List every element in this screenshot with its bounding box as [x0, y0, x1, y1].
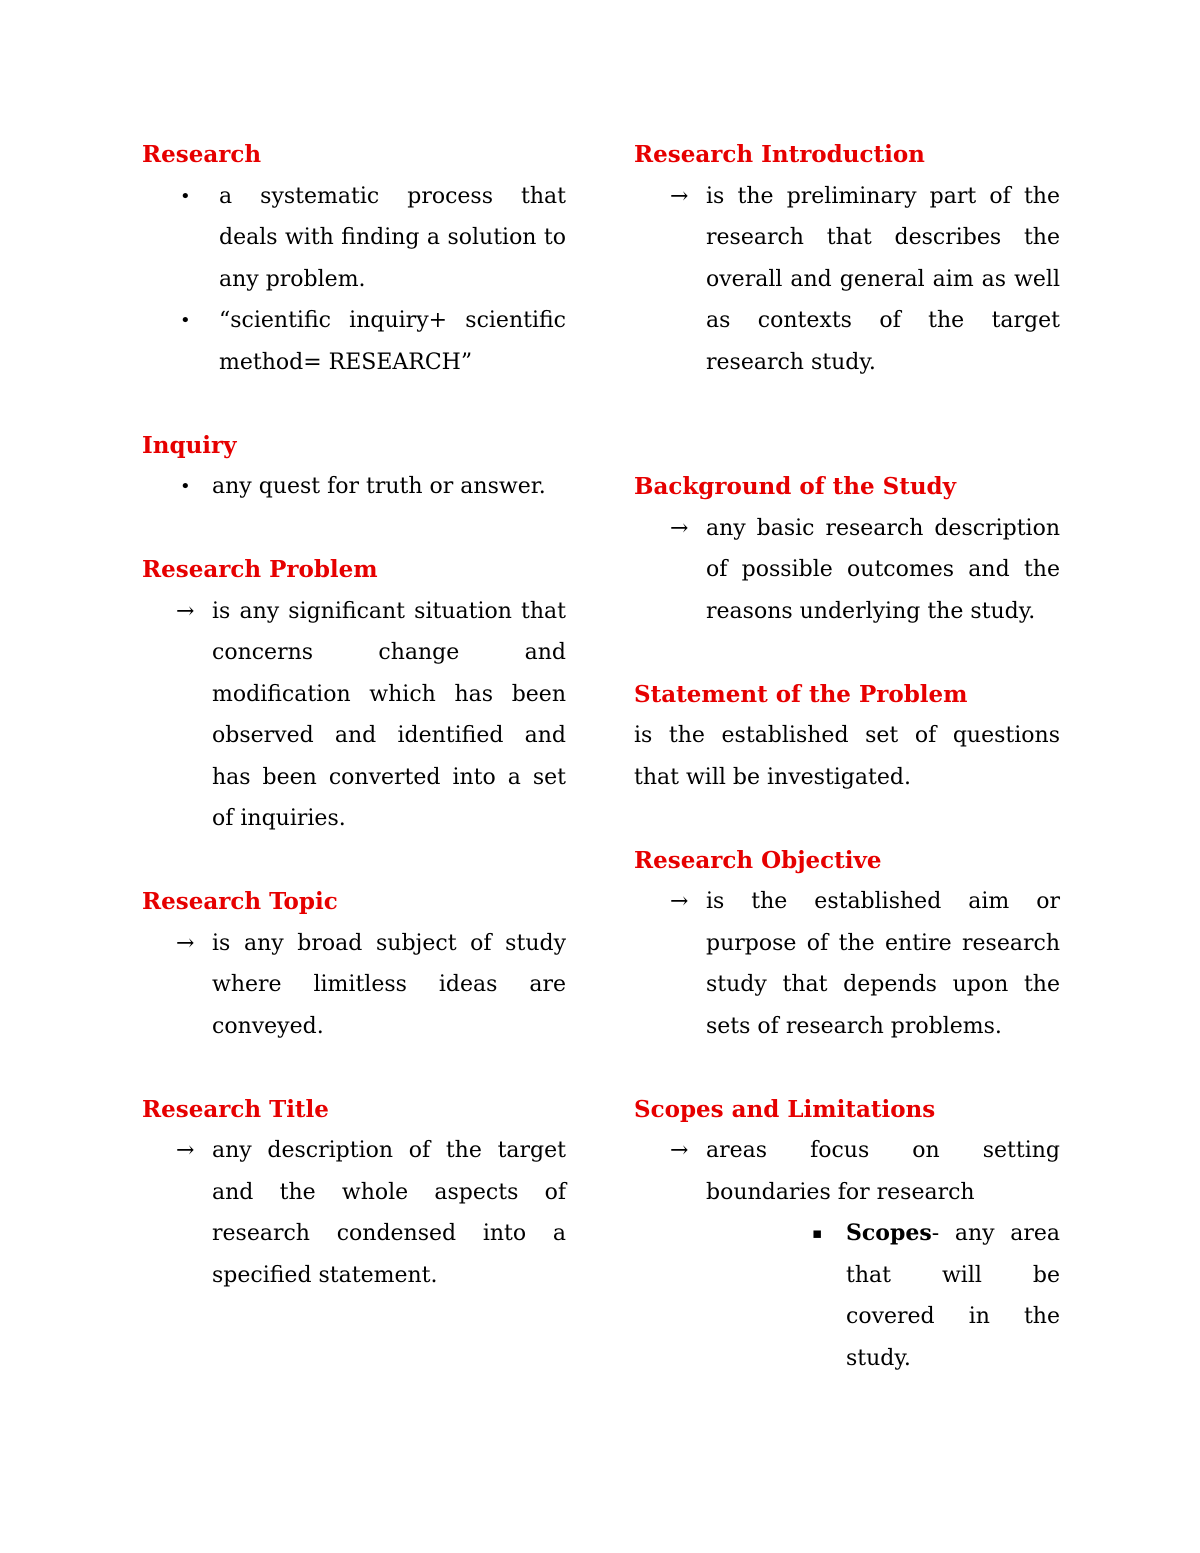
section-heading: Research Title — [142, 1095, 329, 1123]
arrow-item — [142, 923, 566, 1048]
arrow-icon: → — [670, 183, 689, 209]
section-heading: Research Objective — [634, 846, 882, 874]
bullet-item — [142, 300, 566, 383]
section-heading: Scopes and Limitations — [634, 1095, 936, 1123]
section-heading: Background of the Study — [634, 473, 956, 500]
arrow-item — [634, 176, 1060, 384]
definition-text: areas focus on setting boundaries for research — [706, 1138, 1060, 1205]
arrow-item — [142, 591, 566, 840]
definition-text: any description of the target and the whole aspects of research condensed into a specified statement. — [212, 1138, 566, 1288]
arrow-item — [634, 1130, 1060, 1213]
bullet-text: “scientific inquiry+ scientific method= RESEARCH” — [219, 308, 566, 375]
section-heading: Research Topic — [142, 888, 338, 915]
sub-term: Scopes — [846, 1220, 932, 1246]
definition-text: is the established aim or purpose of the entire research study that depends upon the sets of research problems. — [706, 889, 1060, 1039]
bullet-icon: • — [180, 185, 191, 207]
section-research-topic — [142, 881, 566, 1047]
section-heading: Statement of the Problem — [634, 680, 968, 708]
section-research-title — [142, 1089, 566, 1297]
bullet-item — [142, 466, 566, 508]
section-research-problem — [142, 549, 566, 840]
section-heading: Inquiry — [142, 431, 237, 459]
arrow-item — [634, 881, 1060, 1047]
right-column — [634, 134, 1060, 1379]
definition-text: is the preliminary part of the research that describes the overall and general aim as well as contexts of the target research study. — [706, 183, 1060, 375]
definition-text: is the established set of questions that will be investigated. — [634, 723, 1060, 790]
section-research — [142, 134, 566, 383]
arrow-icon: → — [670, 515, 689, 541]
arrow-icon: → — [176, 1138, 195, 1163]
section-heading: Research — [142, 141, 262, 168]
arrow-icon: → — [670, 889, 689, 914]
section-research-introduction — [634, 134, 1060, 383]
section-statement-problem — [634, 674, 1060, 799]
left-column — [142, 134, 566, 1296]
section-heading: Research Problem — [142, 556, 378, 583]
section-background — [634, 466, 1060, 632]
definition-text: any basic research description of possible outcomes and the reasons underlying the study. — [706, 515, 1060, 624]
bullet-icon: • — [180, 310, 191, 331]
section-inquiry — [142, 425, 566, 508]
sub-bullet-item — [634, 1213, 1060, 1379]
square-bullet-icon: ▪ — [812, 1224, 823, 1242]
section-heading: Research Introduction — [634, 141, 925, 168]
bullet-icon: • — [180, 476, 191, 497]
definition-text: is any broad subject of study where limitless ideas are conveyed. — [212, 930, 566, 1039]
bullet-text: a systematic process that deals with finding a solution to any problem. — [219, 183, 566, 292]
bullet-item — [142, 176, 566, 301]
arrow-icon: → — [670, 1138, 689, 1163]
arrow-icon: → — [176, 598, 195, 624]
section-research-objective — [634, 840, 1060, 1048]
arrow-item — [634, 508, 1060, 633]
arrow-item — [142, 1130, 566, 1296]
definition-text: is any significant situation that concerns change and modification which has been observed and identified and has been converted into a set of inquiries. — [212, 598, 566, 831]
arrow-icon: → — [176, 930, 195, 956]
section-scopes-limitations — [634, 1089, 1060, 1380]
sub-definition-text: - any area that will be covered in the study. — [846, 1221, 1060, 1371]
bullet-text: any quest for truth or answer. — [212, 474, 546, 499]
